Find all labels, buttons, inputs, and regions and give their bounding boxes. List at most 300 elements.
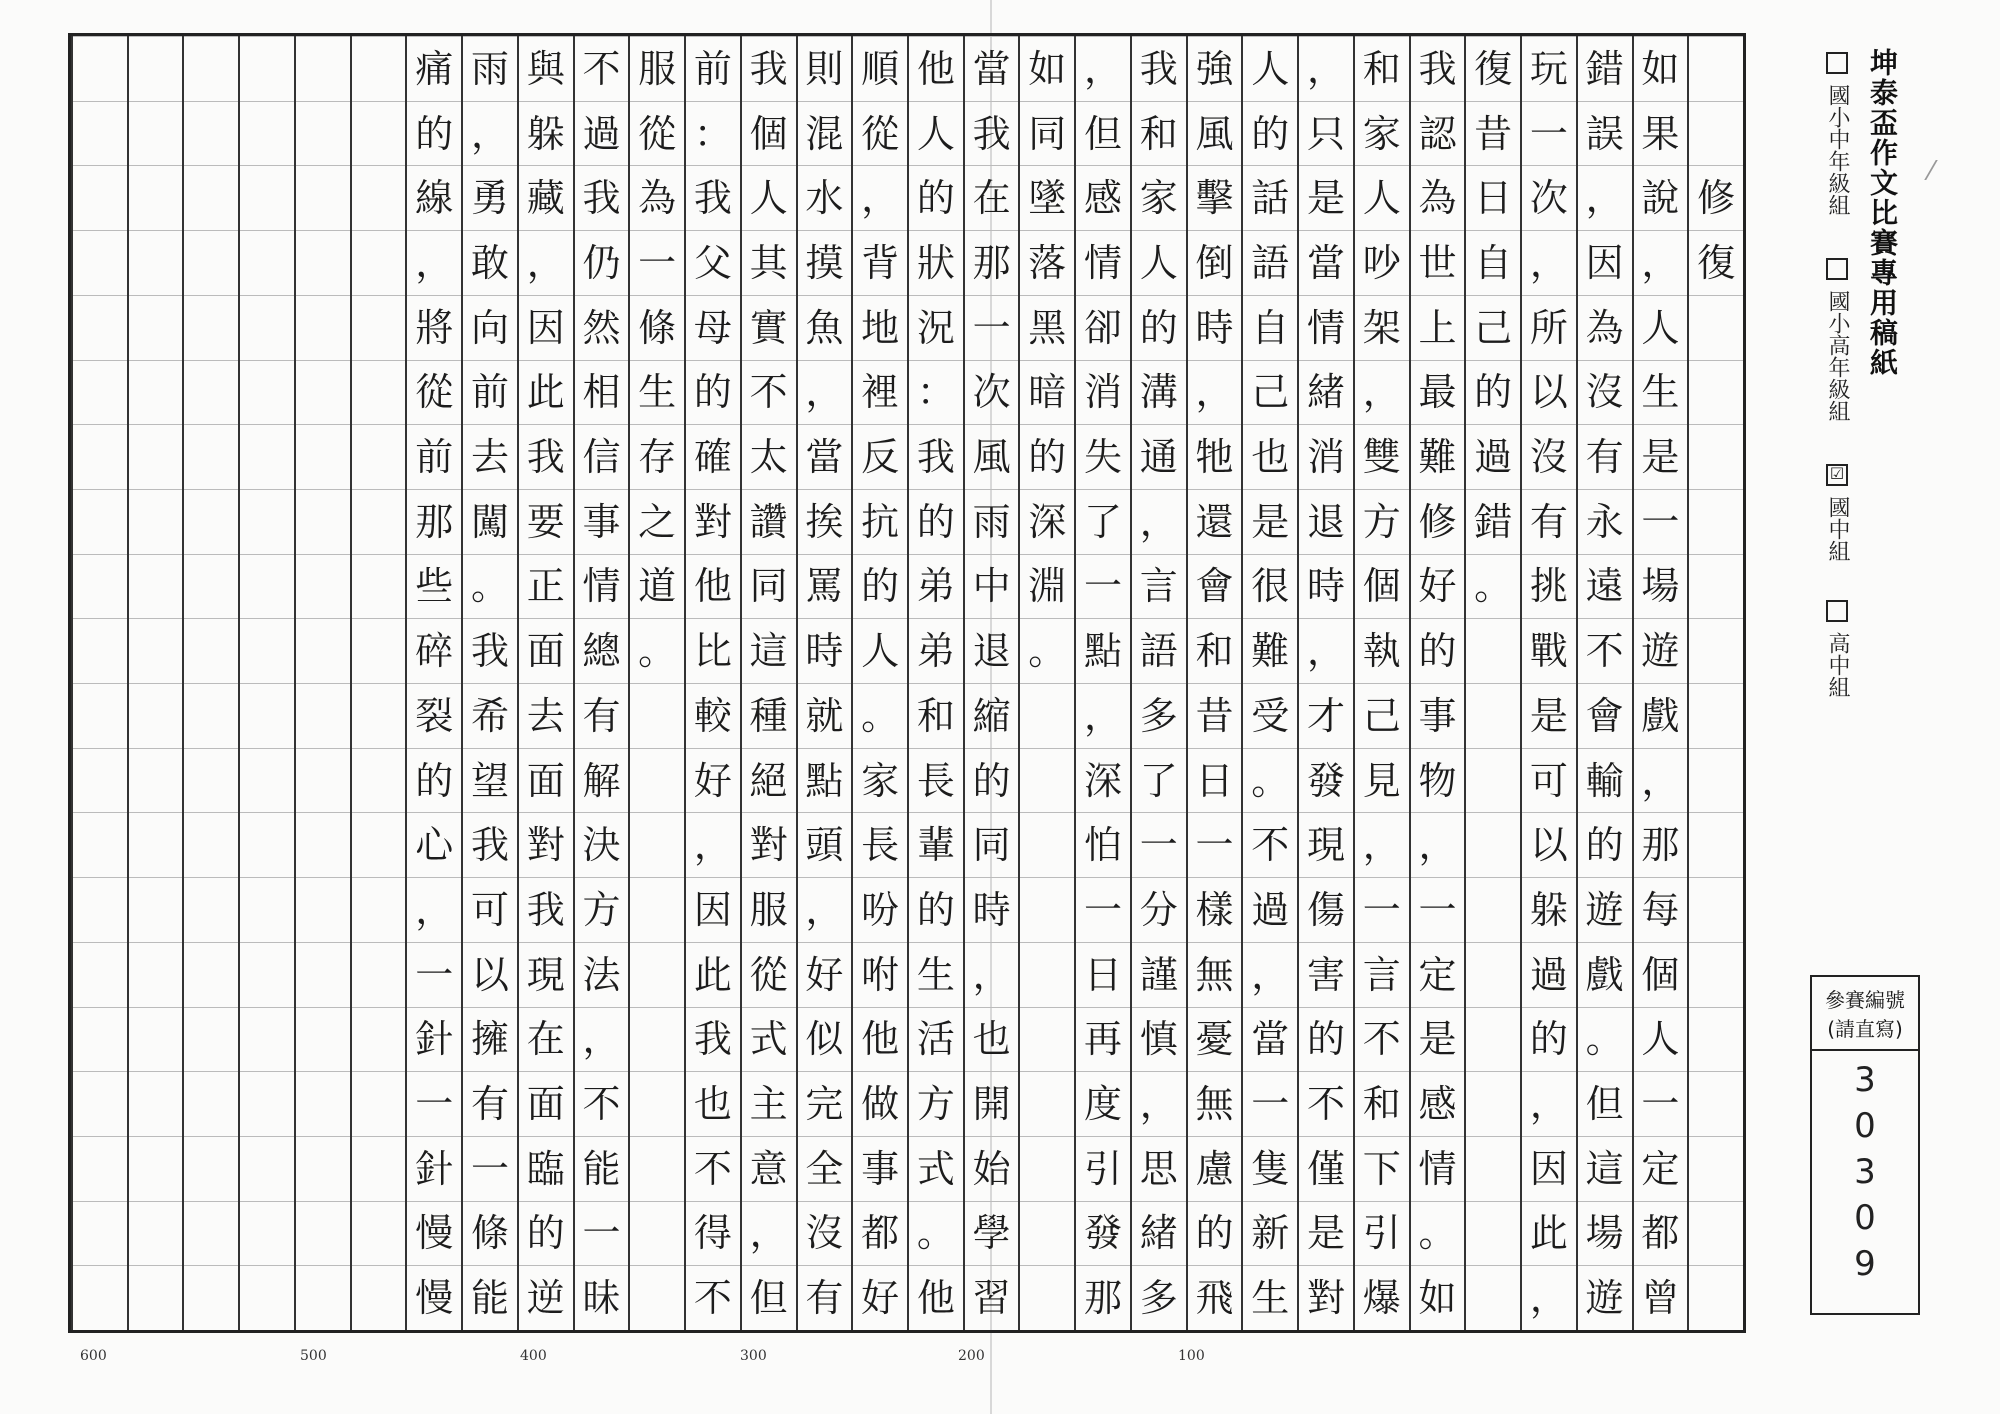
grid-cell: 正 xyxy=(519,554,573,619)
grid-cell: 次 xyxy=(965,360,1019,425)
grid-cell: 人 xyxy=(1634,295,1688,360)
grid-cell xyxy=(184,489,238,554)
grid-cell: 緒 xyxy=(1299,360,1353,425)
grid-cell: 當 xyxy=(1243,1007,1297,1072)
grid-cell xyxy=(129,295,183,360)
grid-cell: 時 xyxy=(1188,295,1242,360)
grid-cell: 他 xyxy=(909,1265,963,1330)
grid-cell: 時 xyxy=(798,618,852,683)
grid-cell: 以 xyxy=(463,942,517,1007)
grid-cell: 線 xyxy=(407,165,461,230)
grid-cell: 我 xyxy=(742,36,796,101)
grid-cell: 和 xyxy=(1132,101,1186,166)
grid-cell: 母 xyxy=(686,295,740,360)
grid-cell: 慢 xyxy=(407,1265,461,1330)
grid-cell: 學 xyxy=(965,1201,1019,1266)
grid-cell: 然 xyxy=(575,295,629,360)
grid-cell: ， xyxy=(1299,36,1353,101)
grid-cell: 個 xyxy=(742,101,796,166)
ruler-label: 200 xyxy=(958,1348,985,1364)
grid-cell: 輸 xyxy=(1578,748,1632,813)
grid-cell: 混 xyxy=(798,101,852,166)
grid-cell: 的 xyxy=(1299,1007,1353,1072)
grid-cell: 物 xyxy=(1411,748,1465,813)
grid-cell: 的 xyxy=(1243,101,1297,166)
grid-cell xyxy=(73,165,127,230)
grid-cell: 過 xyxy=(1243,877,1297,942)
grid-cell: 難 xyxy=(1243,618,1297,683)
grid-cell: 的 xyxy=(407,101,461,166)
grid-cell: 人 xyxy=(1243,36,1297,101)
grid-cell xyxy=(296,424,350,489)
grid-cell: 個 xyxy=(1634,942,1688,1007)
grid-cell: 不 xyxy=(1243,812,1297,877)
grid-cell: 誤 xyxy=(1578,101,1632,166)
grid-cell: 地 xyxy=(853,295,907,360)
grid-cell: 事 xyxy=(1411,683,1465,748)
grid-column xyxy=(461,36,517,1330)
grid-cell xyxy=(1020,748,1074,813)
grid-cell: 也 xyxy=(1243,424,1297,489)
ruler-label: 600 xyxy=(80,1348,107,1364)
grid-cell: 好 xyxy=(686,748,740,813)
grid-cell: 玩 xyxy=(1522,36,1576,101)
grid-column xyxy=(238,36,294,1330)
grid-cell: 他 xyxy=(909,36,963,101)
grid-cell xyxy=(240,812,294,877)
grid-cell xyxy=(1689,489,1743,554)
grid-cell: 決 xyxy=(575,812,629,877)
grid-cell xyxy=(1020,812,1074,877)
grid-cell: 人 xyxy=(909,101,963,166)
grid-cell: 發 xyxy=(1076,1201,1130,1266)
grid-cell: 的 xyxy=(1411,618,1465,683)
grid-cell xyxy=(1466,748,1520,813)
grid-cell: 能 xyxy=(575,1136,629,1201)
grid-cell xyxy=(129,101,183,166)
entry-number-label: 參賽編號 xyxy=(1825,988,1905,1012)
grid-cell: 意 xyxy=(742,1136,796,1201)
grid-cell: 認 xyxy=(1411,101,1465,166)
grid-cell xyxy=(296,683,350,748)
grid-cell xyxy=(1689,683,1743,748)
grid-cell: ， xyxy=(798,877,852,942)
grid-cell xyxy=(129,683,183,748)
grid-cell: 情 xyxy=(1299,295,1353,360)
grid-cell: ， xyxy=(1076,683,1130,748)
grid-cell xyxy=(129,942,183,1007)
grid-cell xyxy=(1020,1201,1074,1266)
grid-cell: 深 xyxy=(1076,748,1130,813)
grid-column xyxy=(573,36,629,1330)
grid-cell: 還 xyxy=(1188,489,1242,554)
grid-cell xyxy=(184,1136,238,1201)
grid-cell: 痛 xyxy=(407,36,461,101)
grid-cell xyxy=(296,295,350,360)
grid-cell: 不 xyxy=(575,1071,629,1136)
grid-cell: 一 xyxy=(1634,1071,1688,1136)
grid-cell: 挑 xyxy=(1522,554,1576,619)
grid-cell: 這 xyxy=(742,618,796,683)
grid-cell: 方 xyxy=(1355,489,1409,554)
grid-cell xyxy=(352,165,406,230)
grid-column xyxy=(907,36,963,1330)
grid-cell xyxy=(73,942,127,1007)
grid-cell: 戰 xyxy=(1522,618,1576,683)
grid-cell: 也 xyxy=(965,1007,1019,1072)
grid-cell xyxy=(296,618,350,683)
grid-cell xyxy=(184,1071,238,1136)
grid-cell: 次 xyxy=(1522,165,1576,230)
grid-cell: 那 xyxy=(1076,1265,1130,1330)
grid-cell: 好 xyxy=(853,1265,907,1330)
grid-cell: 架 xyxy=(1355,295,1409,360)
grid-cell: 針 xyxy=(407,1136,461,1201)
grid-cell: ： xyxy=(909,360,963,425)
grid-cell: 新 xyxy=(1243,1201,1297,1266)
grid-cell xyxy=(1466,877,1520,942)
grid-cell: 總 xyxy=(575,618,629,683)
grid-cell: 不 xyxy=(742,360,796,425)
grid-cell: 遠 xyxy=(1578,554,1632,619)
grid-cell xyxy=(240,877,294,942)
grid-cell: ， xyxy=(1355,360,1409,425)
grid-cell: 定 xyxy=(1634,1136,1688,1201)
grid-cell: 飛 xyxy=(1188,1265,1242,1330)
grid-cell: 自 xyxy=(1243,295,1297,360)
grid-cell: 家 xyxy=(1355,101,1409,166)
grid-cell: 狀 xyxy=(909,230,963,295)
grid-cell: 場 xyxy=(1578,1201,1632,1266)
grid-cell xyxy=(184,295,238,360)
grid-cell: 我 xyxy=(463,618,517,683)
writing-grid xyxy=(68,33,1746,1333)
grid-cell: 面 xyxy=(519,1071,573,1136)
grid-cell: 引 xyxy=(1355,1201,1409,1266)
grid-column xyxy=(517,36,573,1330)
grid-cell xyxy=(1689,618,1743,683)
grid-cell: 去 xyxy=(463,424,517,489)
grid-cell: 因 xyxy=(519,295,573,360)
option-label: 國中組 xyxy=(1825,496,1850,562)
grid-cell: ， xyxy=(853,165,907,230)
grid-cell xyxy=(129,1265,183,1330)
grid-cell: 闖 xyxy=(463,489,517,554)
grid-cell: 昧 xyxy=(575,1265,629,1330)
grid-cell: 針 xyxy=(407,1007,461,1072)
grid-cell: 也 xyxy=(686,1071,740,1136)
option-elementary-middle[interactable] xyxy=(1822,52,1853,216)
grid-cell: 的 xyxy=(1132,295,1186,360)
grid-cell: 的 xyxy=(853,554,907,619)
grid-cell: 吩 xyxy=(853,877,907,942)
grid-cell: 服 xyxy=(742,877,796,942)
grid-cell xyxy=(1689,360,1743,425)
grid-frame xyxy=(68,33,1746,1333)
grid-cell: 過 xyxy=(1522,942,1576,1007)
grid-cell: 我 xyxy=(686,165,740,230)
grid-cell: 一 xyxy=(1243,1071,1297,1136)
checkbox-icon[interactable] xyxy=(1826,258,1848,280)
grid-cell: 此 xyxy=(1522,1201,1576,1266)
grid-cell xyxy=(240,618,294,683)
grid-cell: 遊 xyxy=(1634,618,1688,683)
grid-cell: 為 xyxy=(630,165,684,230)
grid-cell: ， xyxy=(1299,618,1353,683)
grid-cell: 以 xyxy=(1522,360,1576,425)
grid-cell xyxy=(630,812,684,877)
grid-column xyxy=(963,36,1019,1330)
grid-cell: 水 xyxy=(798,165,852,230)
grid-cell xyxy=(352,424,406,489)
checkbox-icon[interactable] xyxy=(1826,600,1848,622)
grid-cell: 從 xyxy=(742,942,796,1007)
grid-cell: 一 xyxy=(1411,877,1465,942)
grid-cell: 向 xyxy=(463,295,517,360)
grid-cell: 吵 xyxy=(1355,230,1409,295)
grid-cell: 墜 xyxy=(1020,165,1074,230)
grid-cell: 最 xyxy=(1411,360,1465,425)
grid-cell: 昔 xyxy=(1466,101,1520,166)
option-senior-high[interactable] xyxy=(1822,600,1853,698)
grid-cell: 對 xyxy=(686,489,740,554)
grid-cell: 勇 xyxy=(463,165,517,230)
grid-cell: 事 xyxy=(853,1136,907,1201)
grid-cell: 了 xyxy=(1132,748,1186,813)
grid-cell xyxy=(240,1136,294,1201)
grid-cell: 與 xyxy=(519,36,573,101)
checkbox-icon[interactable] xyxy=(1826,52,1848,74)
option-label: 國小中年級組 xyxy=(1825,84,1850,216)
checked-checkbox-icon[interactable]: ☑ xyxy=(1826,464,1848,486)
grid-cell: 不 xyxy=(1299,1071,1353,1136)
grid-cell: 每 xyxy=(1634,877,1688,942)
grid-cell xyxy=(73,554,127,619)
grid-cell: 擁 xyxy=(463,1007,517,1072)
grid-cell: 在 xyxy=(965,165,1019,230)
grid-cell: 害 xyxy=(1299,942,1353,1007)
grid-cell: 面 xyxy=(519,748,573,813)
grid-cell: 人 xyxy=(853,618,907,683)
grid-cell: 能 xyxy=(463,1265,517,1330)
grid-cell: 自 xyxy=(1466,230,1520,295)
grid-cell xyxy=(129,618,183,683)
ruler-label: 100 xyxy=(1178,1348,1205,1364)
grid-cell xyxy=(1689,748,1743,813)
grid-cell: 可 xyxy=(463,877,517,942)
grid-cell: 我 xyxy=(1411,36,1465,101)
grid-cell xyxy=(73,1265,127,1330)
grid-cell xyxy=(129,1201,183,1266)
grid-cell: 因 xyxy=(686,877,740,942)
grid-cell: ： xyxy=(686,101,740,166)
grid-cell: 背 xyxy=(853,230,907,295)
grid-cell: 弟 xyxy=(909,554,963,619)
grid-cell xyxy=(129,554,183,619)
grid-cell: 點 xyxy=(1076,618,1130,683)
grid-cell: 前 xyxy=(463,360,517,425)
grid-cell xyxy=(73,230,127,295)
grid-cell: 魚 xyxy=(798,295,852,360)
grid-cell: 了 xyxy=(1076,489,1130,554)
option-label: 高中組 xyxy=(1825,632,1850,698)
grid-cell xyxy=(240,360,294,425)
grid-cell: 憂 xyxy=(1188,1007,1242,1072)
option-elementary-upper[interactable] xyxy=(1822,258,1853,422)
grid-cell xyxy=(630,1136,684,1201)
grid-cell: 可 xyxy=(1522,748,1576,813)
grid-cell xyxy=(352,942,406,1007)
grid-cell: 樣 xyxy=(1188,877,1242,942)
grid-cell xyxy=(73,618,127,683)
grid-cell: 抗 xyxy=(853,489,907,554)
grid-cell: 仍 xyxy=(575,230,629,295)
option-junior-high[interactable] xyxy=(1822,464,1853,562)
grid-cell xyxy=(352,230,406,295)
grid-cell: 因 xyxy=(1522,1136,1576,1201)
grid-cell xyxy=(240,554,294,619)
grid-cell: ， xyxy=(1132,1071,1186,1136)
grid-cell: ， xyxy=(1634,748,1688,813)
grid-cell xyxy=(73,1071,127,1136)
grid-cell: 摸 xyxy=(798,230,852,295)
grid-cell: 望 xyxy=(463,748,517,813)
grid-cell: 得 xyxy=(686,1201,740,1266)
grid-cell: 較 xyxy=(686,683,740,748)
grid-cell: 一 xyxy=(1132,812,1186,877)
grid-cell: 是 xyxy=(1411,1007,1465,1072)
grid-cell: 躲 xyxy=(1522,877,1576,942)
grid-cell xyxy=(296,360,350,425)
grid-cell: 主 xyxy=(742,1071,796,1136)
grid-cell xyxy=(73,295,127,360)
grid-cell xyxy=(1466,1201,1520,1266)
grid-cell: 語 xyxy=(1132,618,1186,683)
grid-cell: 我 xyxy=(965,101,1019,166)
entry-number-digit: 3 xyxy=(1854,1060,1876,1100)
grid-cell: 活 xyxy=(909,1007,963,1072)
grid-cell: 為 xyxy=(1411,165,1465,230)
grid-cell: 修 xyxy=(1689,165,1743,230)
grid-cell xyxy=(184,877,238,942)
grid-cell: 會 xyxy=(1578,683,1632,748)
grid-cell: 開 xyxy=(965,1071,1019,1136)
grid-cell: ， xyxy=(1188,360,1242,425)
grid-cell: 始 xyxy=(965,1136,1019,1201)
grid-cell: 一 xyxy=(1522,101,1576,166)
grid-cell: 和 xyxy=(1188,618,1242,683)
grid-cell: 己 xyxy=(1355,683,1409,748)
grid-cell: 去 xyxy=(519,683,573,748)
grid-cell: 復 xyxy=(1466,36,1520,101)
grid-cell: 是 xyxy=(1299,165,1353,230)
grid-cell: 輩 xyxy=(909,812,963,877)
grid-cell xyxy=(184,230,238,295)
grid-cell: 再 xyxy=(1076,1007,1130,1072)
grid-cell: 牠 xyxy=(1188,424,1242,489)
grid-cell: 全 xyxy=(798,1136,852,1201)
ruler-label: 500 xyxy=(300,1348,327,1364)
grid-cell: 淵 xyxy=(1020,554,1074,619)
grid-cell: 言 xyxy=(1132,554,1186,619)
grid-column xyxy=(684,36,740,1330)
grid-cell: 雨 xyxy=(965,489,1019,554)
grid-cell xyxy=(240,942,294,1007)
grid-cell: 道 xyxy=(630,554,684,619)
grid-cell: ， xyxy=(575,1007,629,1072)
grid-cell xyxy=(184,101,238,166)
grid-cell: 不 xyxy=(1355,1007,1409,1072)
grid-cell: 說 xyxy=(1634,165,1688,230)
form-title: 坤泰盃作文比賽專用稿紙 xyxy=(1866,48,1899,378)
grid-cell: 生 xyxy=(630,360,684,425)
grid-cell: 情 xyxy=(1411,1136,1465,1201)
grid-cell xyxy=(129,424,183,489)
grid-cell: 面 xyxy=(519,618,573,683)
grid-cell: 習 xyxy=(965,1265,1019,1330)
grid-cell: 敢 xyxy=(463,230,517,295)
grid-cell xyxy=(240,683,294,748)
grid-cell: 人 xyxy=(742,165,796,230)
grid-cell xyxy=(296,554,350,619)
grid-cell: 完 xyxy=(798,1071,852,1136)
grid-cell xyxy=(1466,618,1520,683)
grid-cell xyxy=(73,1136,127,1201)
grid-cell xyxy=(296,1071,350,1136)
grid-cell: 其 xyxy=(742,230,796,295)
grid-cell: 實 xyxy=(742,295,796,360)
grid-cell: 要 xyxy=(519,489,573,554)
grid-column xyxy=(1297,36,1353,1330)
grid-cell: 對 xyxy=(1299,1265,1353,1330)
grid-cell: 個 xyxy=(1355,554,1409,619)
grid-cell: 永 xyxy=(1578,489,1632,554)
grid-cell xyxy=(352,1071,406,1136)
grid-cell xyxy=(1689,942,1743,1007)
grid-cell: 同 xyxy=(965,812,1019,877)
grid-cell xyxy=(1466,1265,1520,1330)
entry-number-digit: 9 xyxy=(1854,1244,1876,1284)
grid-cell xyxy=(73,360,127,425)
grid-cell: 一 xyxy=(463,1136,517,1201)
grid-cell: 度 xyxy=(1076,1071,1130,1136)
grid-column xyxy=(796,36,852,1330)
grid-cell xyxy=(129,36,183,101)
grid-cell: 己 xyxy=(1466,295,1520,360)
grid-cell: 但 xyxy=(1076,101,1130,166)
grid-cell: 的 xyxy=(686,360,740,425)
grid-cell: 深 xyxy=(1020,489,1074,554)
grid-cell xyxy=(73,683,127,748)
grid-cell: 一 xyxy=(1076,554,1130,619)
grid-column xyxy=(1018,36,1074,1330)
grid-cell: 沒 xyxy=(1578,360,1632,425)
grid-cell: ， xyxy=(1522,230,1576,295)
grid-cell: 言 xyxy=(1355,942,1409,1007)
grid-cell: 就 xyxy=(798,683,852,748)
grid-cell: 慢 xyxy=(407,1201,461,1266)
grid-cell: 以 xyxy=(1522,812,1576,877)
grid-cell: ， xyxy=(1132,489,1186,554)
grid-cell: 父 xyxy=(686,230,740,295)
grid-cell xyxy=(129,360,183,425)
grid-cell: 不 xyxy=(686,1265,740,1330)
grid-cell xyxy=(630,683,684,748)
grid-cell: 服 xyxy=(630,36,684,101)
grid-cell: 我 xyxy=(519,877,573,942)
grid-column xyxy=(1353,36,1409,1330)
grid-cell: ， xyxy=(1634,230,1688,295)
